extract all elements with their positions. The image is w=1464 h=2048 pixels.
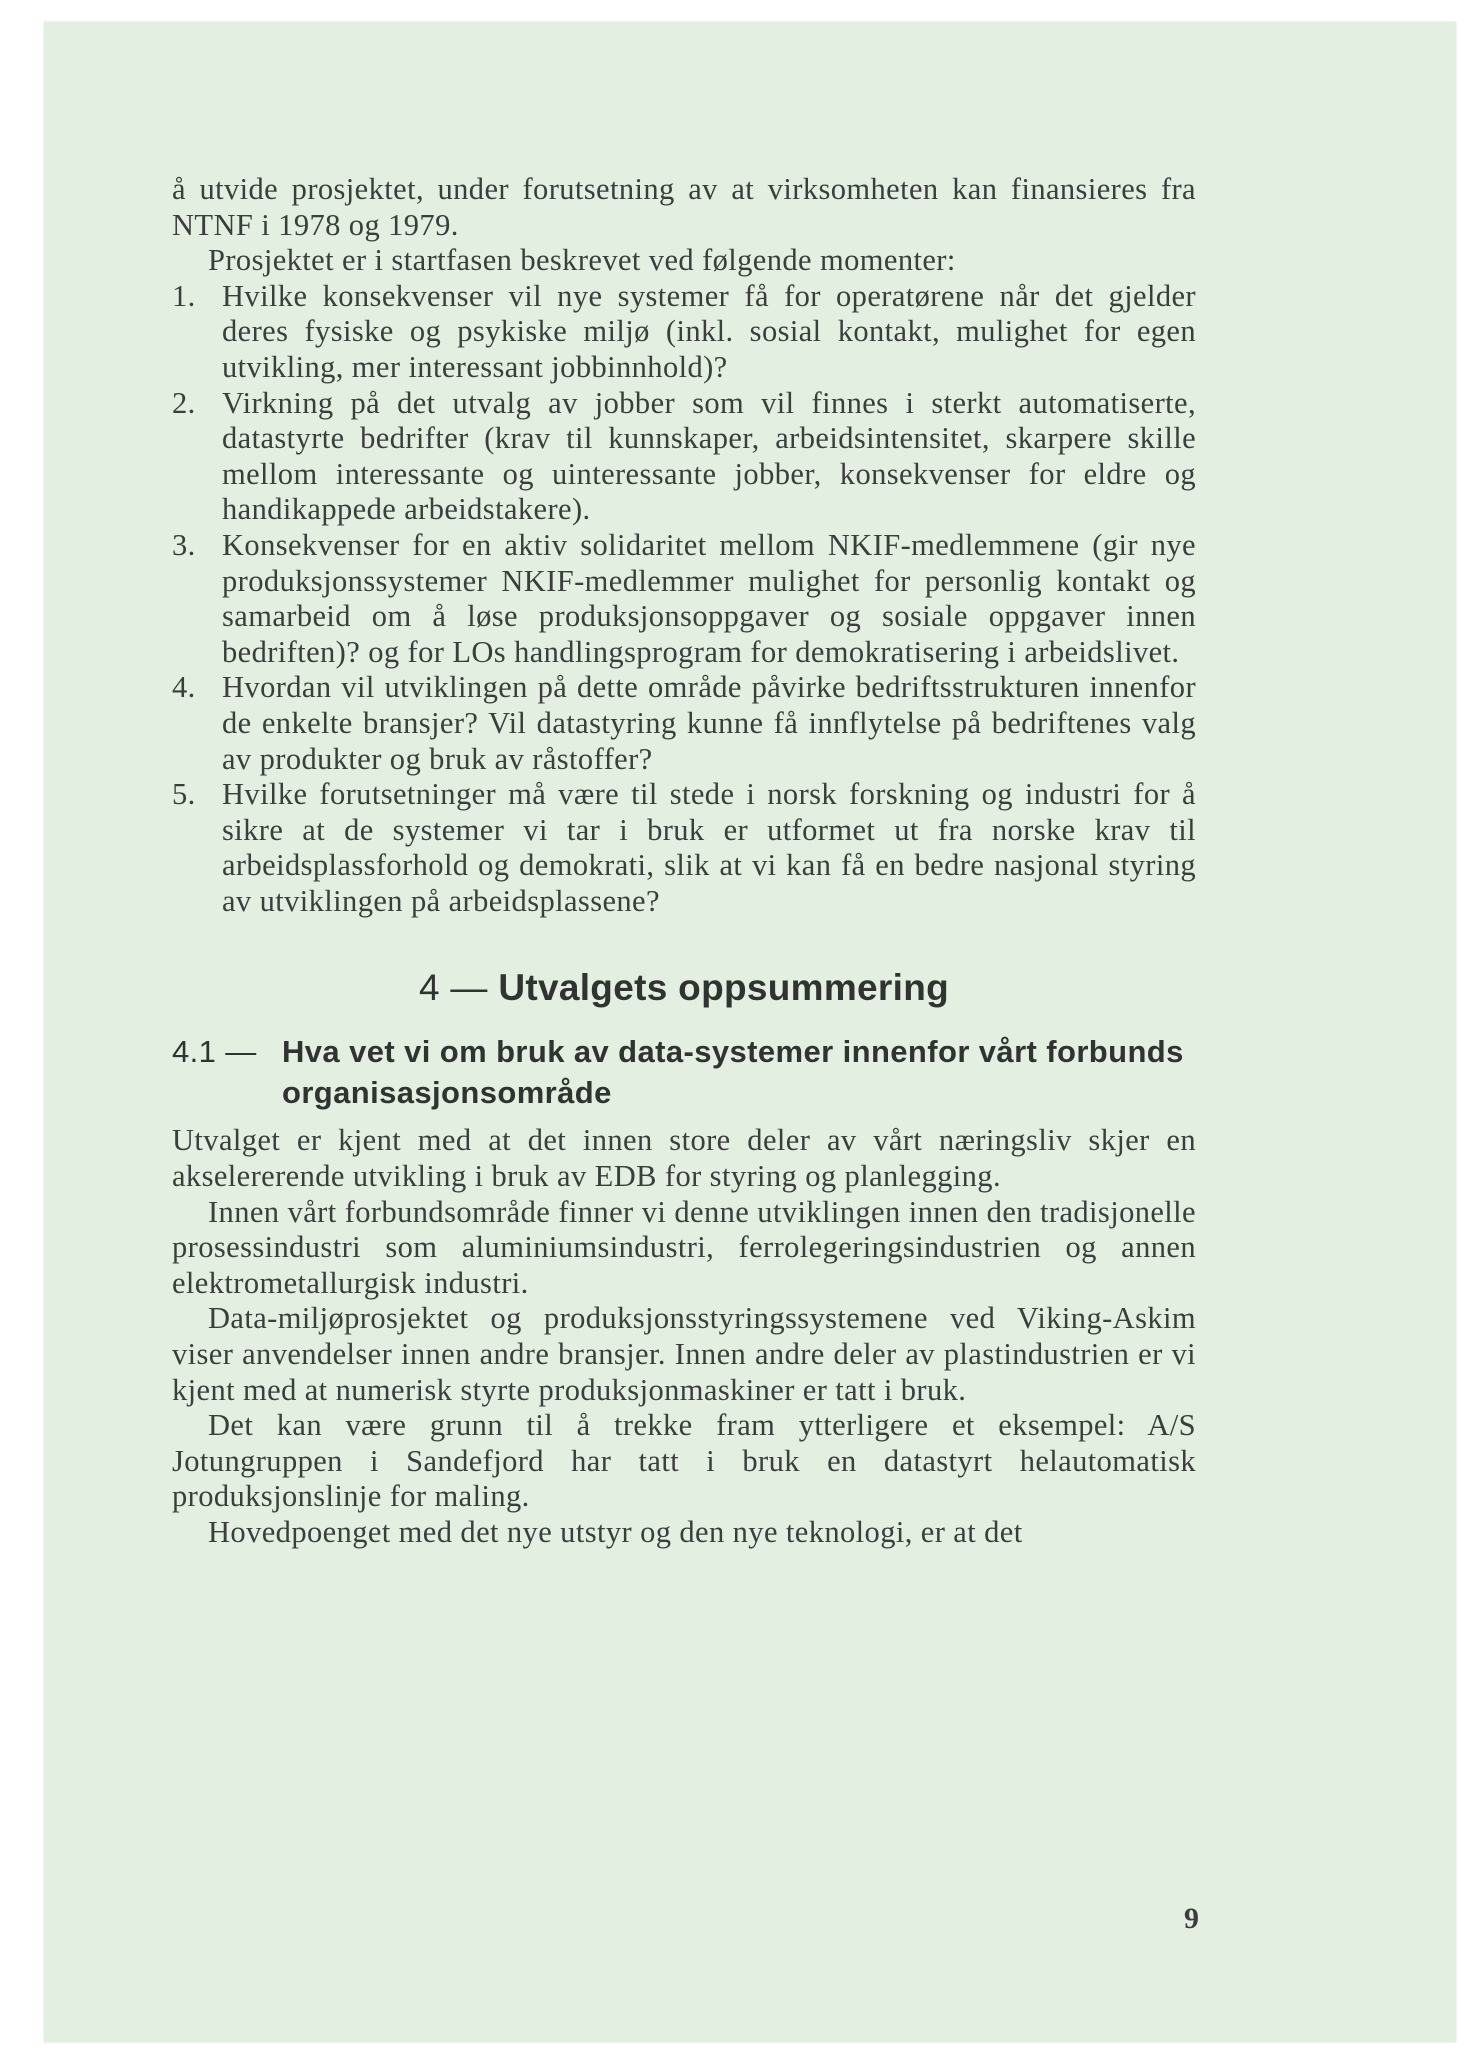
section-heading [172, 967, 1196, 1009]
list-number: 1. [172, 278, 196, 313]
list-text: Virkning på det utvalg av jobber som vil finnes i sterkt automatiserte, datastyrte bedrifter (krav til kunnskaper, arbeidsintensitet, skarpere skille mellom interessante og uinteressante jobber, konsekvenser for eldre og handikappede arbeidstakere). [222, 385, 1196, 527]
section-number: 4 — [418, 967, 488, 1009]
page-number: 9 [1184, 1902, 1199, 1935]
list-text: Hvilke konsekvenser vil nye systemer få for operatørene når det gjelder deres fysiske og psykiske miljø (inkl. sosial kontakt, mulighet for egen utvikling, mer interessant jobbinnhold)? [222, 278, 1196, 384]
list-item [172, 386, 1196, 528]
list-number: 5. [172, 777, 196, 812]
list-text: Hvordan vil utviklingen på dette område påvirke bedriftsstrukturen innenfor de enkelte bransjer? Vil datastyring kunne få innflytelse på bedriftenes valg av produkter og bruk av råstoffer? [222, 670, 1196, 776]
list-item [172, 279, 1196, 386]
list-number: 4. [172, 670, 196, 705]
list-text: Konsekvenser for en aktiv solidaritet mellom NKIF-medlemmene (gir nye produksjonssystemer NKIF-medlemmer mulighet for personlig kontakt og samarbeid om å løse produksjonsoppgaver og sosiale oppgaver innen bedriften)? og for LOs handlingsprogram for demokratisering i arbeidslivet. [222, 527, 1196, 669]
subsection-heading [172, 1031, 1196, 1113]
moments-list [172, 279, 1196, 920]
body-paragraph: Innen vårt forbundsområde finner vi denne utviklingen innen den tradisjonelle prosessindustri som aluminiumsindustri, ferrolegeringsindustrien og annen elektrometallurgisk industri. [172, 1194, 1196, 1300]
list-number: 2. [172, 385, 196, 420]
body-paragraph: Det kan være grunn til å trekke fram ytterligere et eksempel: A/S Jotungruppen i Sandefjord har tatt i bruk en datastyrt helautomatisk produksjonslinje for maling. [172, 1408, 1196, 1514]
subsection-number: 4.1 — [172, 1034, 257, 1070]
list-text: Hvilke forutsetninger må være til stede i norsk forskning og industri for å sikre at de systemer vi tar i bruk er utformet ut fra norske krav til arbeidsplassforhold og demokrati, slik at vi kan få en bedre nasjonal styring av utviklingen på arbeidsplassene? [222, 777, 1196, 918]
project-paragraph: Prosjektet er i startfasen beskrevet ved følgende momenter: [208, 243, 956, 278]
list-item [172, 670, 1196, 777]
list-item [172, 528, 1196, 670]
body-paragraph: Hovedpoenget med det nye utstyr og den nye teknologi, er at det [208, 1515, 1023, 1549]
body-paragraph: Utvalget er kjent med at det innen store deler av vårt næringsliv skjer en akselererende utvikling i bruk av EDB for styring og planlegging. [172, 1123, 1196, 1194]
subsection-title: Hva vet vi om bruk av data-systemer innenfor vårt forbunds organisasjonsområde [282, 1034, 1184, 1111]
intro-paragraph: å utvide prosjektet, under forutsetning av at virksomheten kan finansieres fra NTNF i 1978 og 1979. [172, 172, 1196, 242]
list-number: 3. [172, 527, 196, 562]
page-text [172, 172, 1196, 1551]
section-title: Utvalgets oppsummering [498, 967, 950, 1009]
list-item [172, 777, 1196, 919]
body-paragraph: Data-miljøprosjektet og produksjonsstyringssystemene ved Viking-Askim viser anvendelser innen andre bransjer. Innen andre deler av plastindustrien er vi kjent med at numerisk styrte produksjonmaskiner er tatt i bruk. [172, 1301, 1196, 1407]
